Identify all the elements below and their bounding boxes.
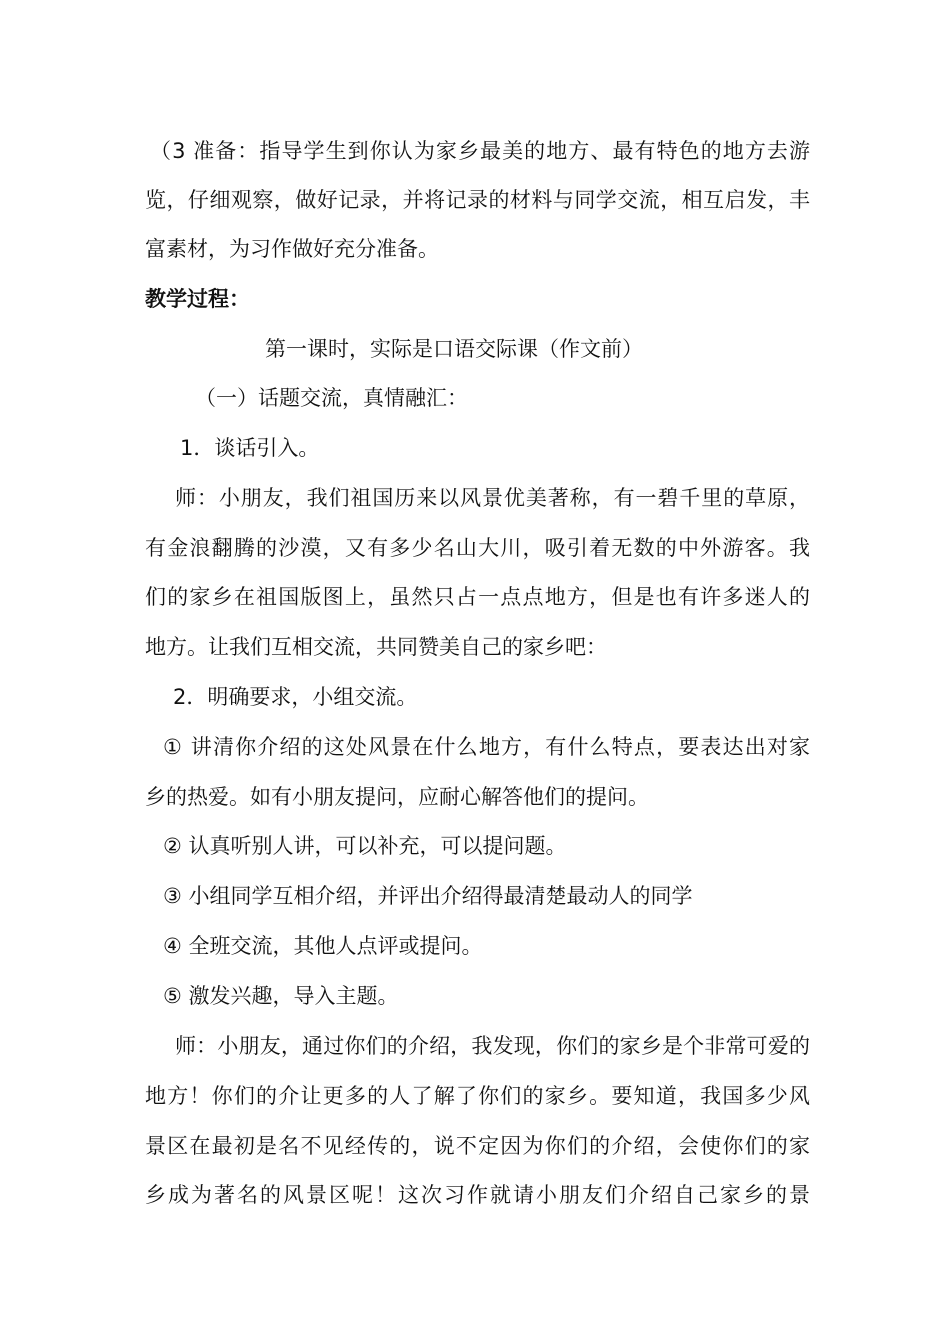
text-line: 师：小朋友，我们祖国历来以风景优美著称，有一碧千里的草原， xyxy=(175,486,810,510)
text-line: 们的家乡在祖国版图上，虽然只占一点点地方，但是也有许多迷人的 xyxy=(145,585,810,609)
text-line: 乡成为著名的风景区呢！这次习作就请小朋友们介绍自己家乡的景 xyxy=(145,1183,810,1207)
text-line: 览，仔细观察，做好记录，并将记录的材料与同学交流，相互启发，丰 xyxy=(145,188,810,212)
list-item: ① 讲清你介绍的这处风景在什么地方，有什么特点，要表达出对家 xyxy=(163,735,810,759)
text-line: 地方。让我们互相交流，共同赞美自己的家乡吧： xyxy=(145,635,607,659)
text-line: （3 准备：指导学生到你认为家乡最美的地方、最有特色的地方去游 xyxy=(150,139,810,163)
text-line: 地方！你们的介让更多的人了解了你们的家乡。要知道，我国多少风 xyxy=(145,1084,810,1108)
list-item: ⑤ 激发兴趣，导入主题。 xyxy=(163,984,399,1008)
list-item: ② 认真听别人讲，可以补充，可以提问题。 xyxy=(163,834,567,858)
text-line: 景区在最初是名不见经传的，说不定因为你们的介绍，会使你们的家 xyxy=(145,1134,810,1158)
subsection-heading: （一）话题交流，真情融汇： xyxy=(195,386,468,410)
step-heading: 1．谈话引入。 xyxy=(180,436,320,460)
step-heading: 2．明确要求，小组交流。 xyxy=(173,685,418,709)
text-line: 师：小朋友，通过你们的介绍，我发现，你们的家乡是个非常可爱的 xyxy=(175,1034,810,1058)
section-heading: 教学过程： xyxy=(145,287,250,311)
lesson-title: 第一课时，实际是口语交际课（作文前） xyxy=(265,337,643,361)
text-line: 乡的热爱。如有小朋友提问，应耐心解答他们的提问。 xyxy=(145,785,649,809)
list-item: ③ 小组同学互相介绍，并评出介绍得最清楚最动人的同学 xyxy=(163,884,693,908)
list-item: ④ 全班交流，其他人点评或提问。 xyxy=(163,934,483,958)
text-line: 富素材，为习作做好充分准备。 xyxy=(145,237,439,261)
text-line: 有金浪翻腾的沙漠，又有多少名山大川，吸引着无数的中外游客。我 xyxy=(145,536,810,560)
